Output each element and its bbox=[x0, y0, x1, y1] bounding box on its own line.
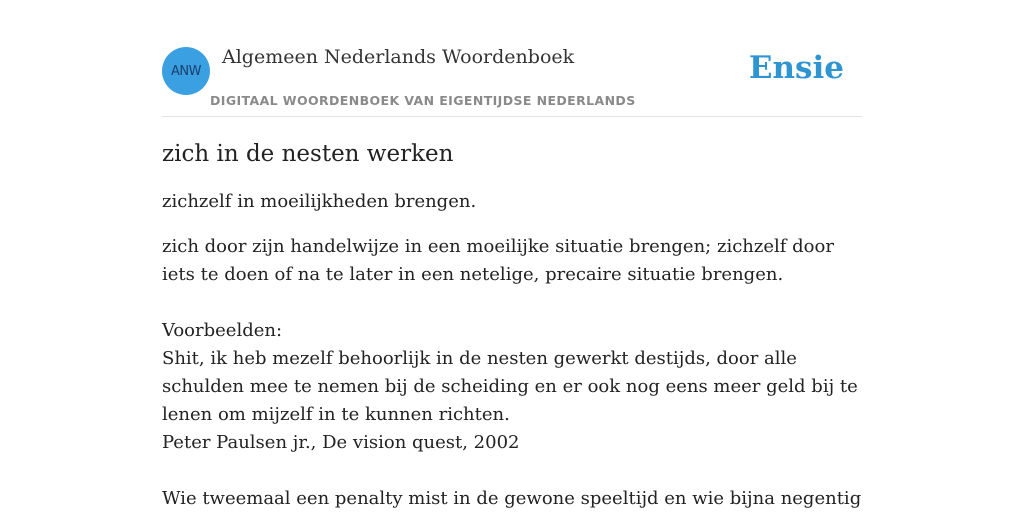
logo-text: ANW bbox=[171, 63, 201, 79]
anw-logo[interactable] bbox=[162, 47, 210, 95]
short-definition: zichzelf in moeilijkheden brengen. bbox=[162, 191, 477, 212]
example-text: Wie tweemaal een penalty mist in de gewone speeltijd en wie bijna negentig bbox=[162, 488, 862, 509]
entry-title: zich in de nesten werken bbox=[162, 141, 454, 167]
site-title[interactable]: Algemeen Nederlands Woordenboek bbox=[222, 46, 575, 68]
spacer bbox=[162, 289, 862, 317]
ensie-brand-link[interactable]: Ensie bbox=[748, 50, 844, 86]
long-definition: zich door zijn handelwijze in een moeilijke situatie brengen; zichzelf door iets te doen of na te later in een netelige, precaire situatie brengen. bbox=[162, 236, 834, 285]
examples-label: Voorbeelden: bbox=[162, 320, 283, 341]
example-source: Peter Paulsen jr., De vision quest, 2002 bbox=[162, 432, 520, 453]
spacer bbox=[162, 457, 862, 485]
long-definition-block bbox=[162, 233, 862, 512]
entry-content bbox=[162, 138, 862, 512]
example-text: Shit, ik heb mezelf behoorlijk in de nesten gewerkt destijds, door alle schulden mee te nemen bij de scheiding en er ook nog eens meer geld bij te lenen om mijzelf in te kunnen richten. bbox=[162, 348, 858, 425]
site-header bbox=[162, 40, 862, 117]
site-subtitle: DIGITAAL WOORDENBOEK VAN EIGENTIJDSE NEDERLANDS bbox=[210, 93, 636, 108]
